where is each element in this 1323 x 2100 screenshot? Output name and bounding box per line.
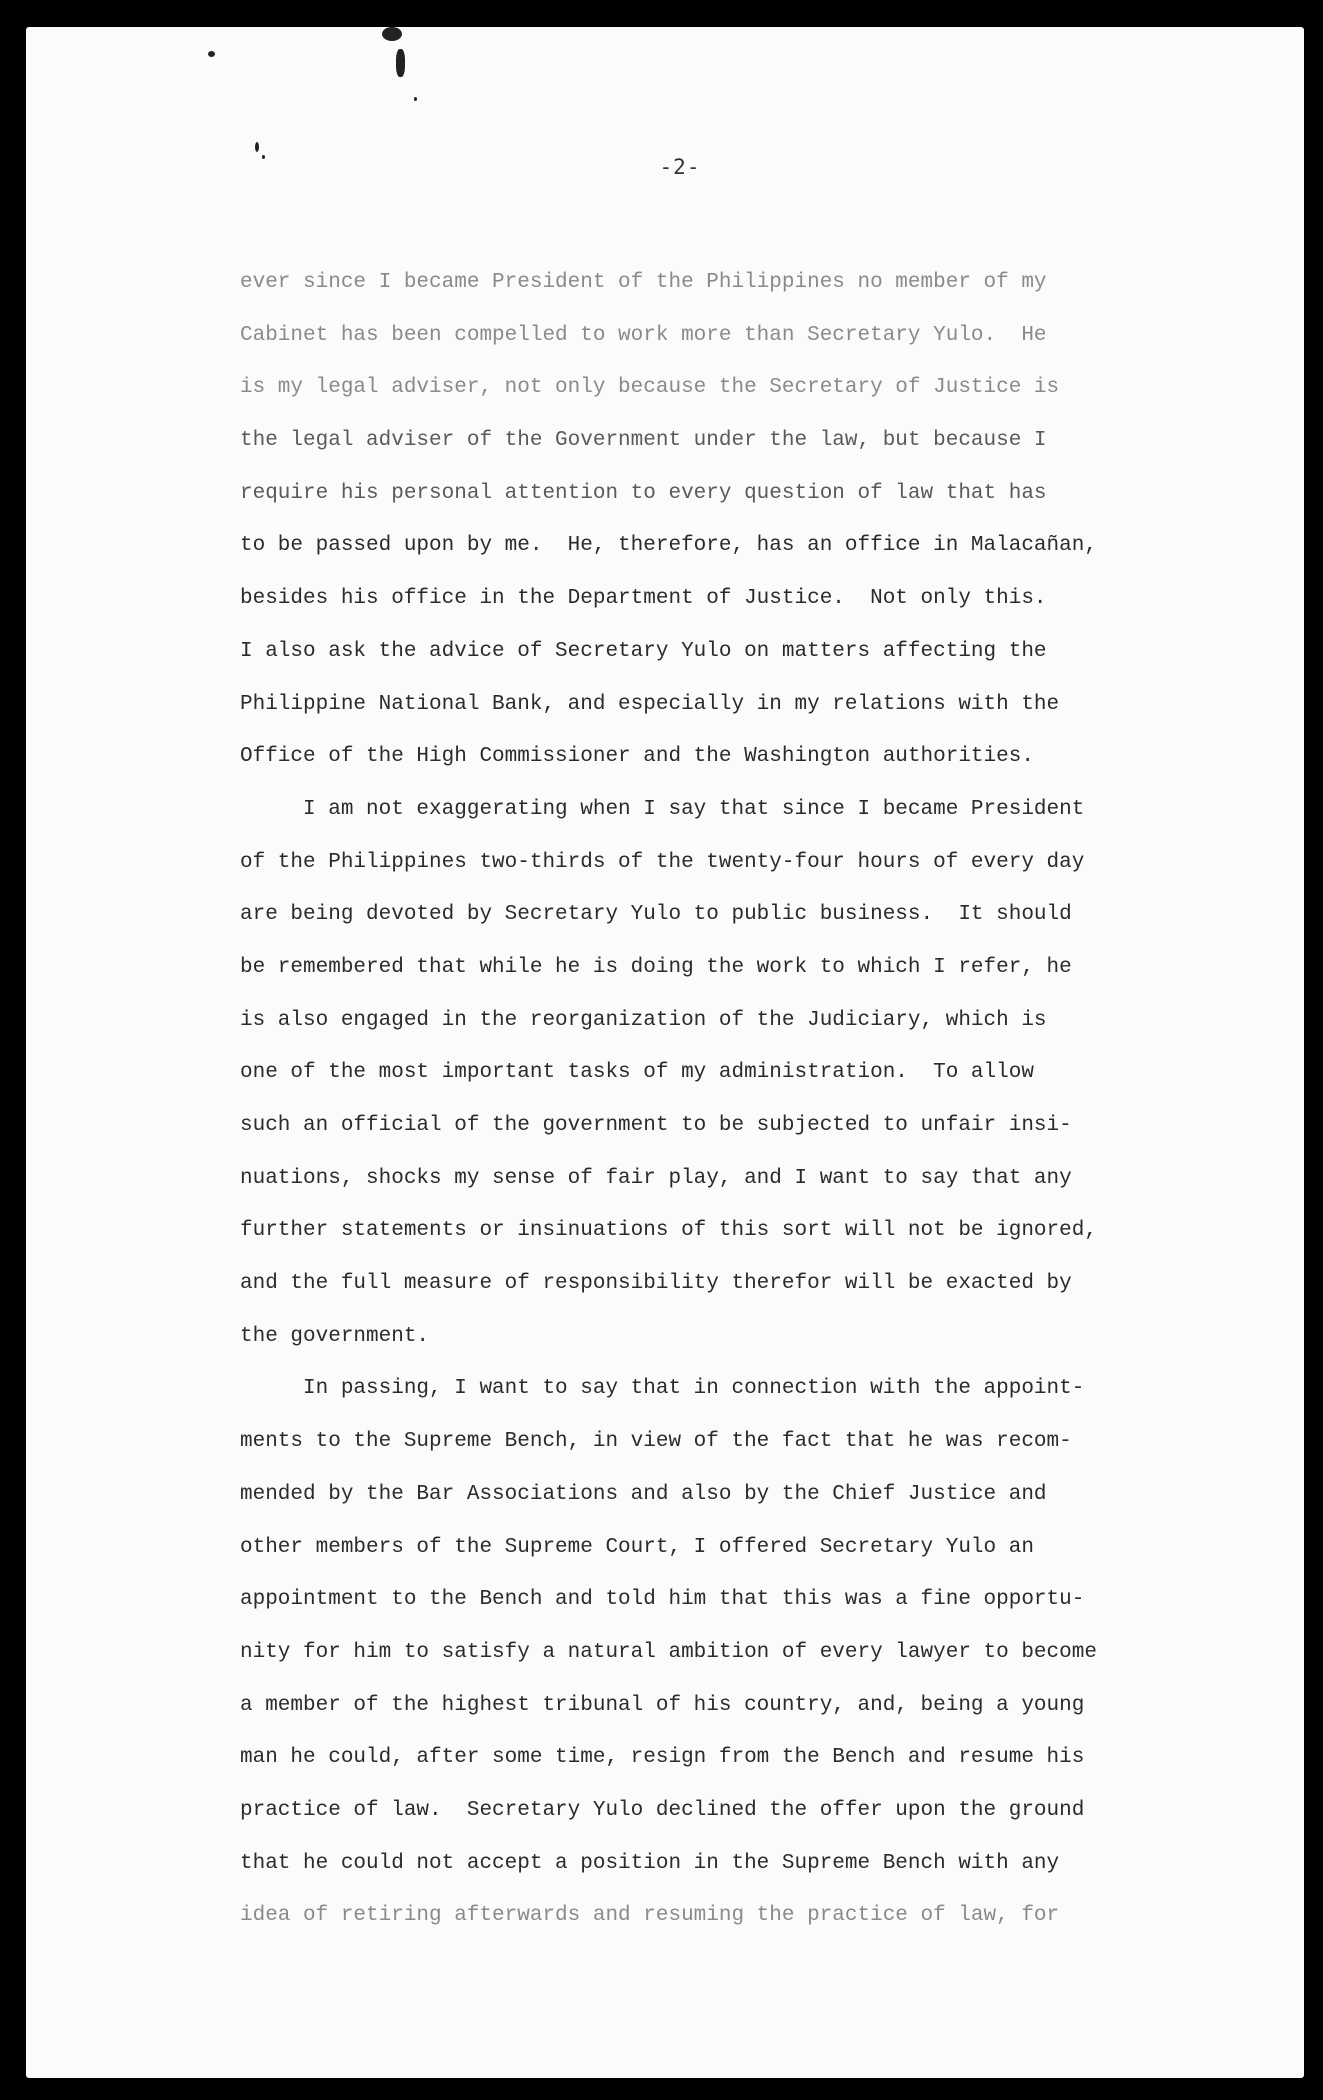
text-line: are being devoted by Secretary Yulo to public business. It should (240, 903, 1072, 927)
scan-speck (396, 49, 405, 77)
scan-speck (255, 142, 259, 152)
text-line: man he could, after some time, resign from the Bench and resume his (240, 1746, 1085, 1770)
text-line: that he could not accept a position in the Supreme Bench with any (240, 1851, 1060, 1875)
scan-speck (262, 155, 265, 159)
text-line: the legal adviser of the Government under the law, but because I (240, 429, 1047, 453)
text-line: the government. (240, 1324, 430, 1348)
text-line: a member of the highest tribunal of his country, and, being a young (240, 1693, 1085, 1717)
text-line: ments to the Supreme Bench, in view of the fact that he was recom- (240, 1430, 1072, 1454)
scan-speck (208, 51, 215, 57)
scan-speck (382, 27, 402, 41)
text-line: Philippine National Bank, and especially in my relations with the (240, 692, 1060, 716)
text-line: nuations, shocks my sense of fair play, and I want to say that any (240, 1166, 1072, 1190)
text-line: is my legal adviser, not only because the Secretary of Justice is (240, 376, 1060, 400)
text-line: is also engaged in the reorganization of the Judiciary, which is (240, 1008, 1047, 1032)
text-line: and the full measure of responsibility therefor will be exacted by (240, 1272, 1072, 1296)
text-line: practice of law. Secretary Yulo declined the offer upon the ground (240, 1798, 1085, 1822)
text-line: besides his office in the Department of Justice. Not only this. (240, 587, 1047, 611)
text-line: be remembered that while he is doing the work to which I refer, he (240, 955, 1072, 979)
text-line: ever since I became President of the Philippines no member of my (240, 271, 1047, 294)
document-page (26, 27, 1304, 2078)
text-line: appointment to the Bench and told him that this was a fine opportu- (240, 1588, 1085, 1612)
text-line: such an official of the government to be subjected to unfair insi- (240, 1114, 1072, 1137)
text-line: require his personal attention to every question of law that has (240, 481, 1047, 505)
scan-speck (414, 97, 417, 101)
body-text (240, 257, 1240, 1943)
text-line: nity for him to satisfy a natural ambition of every lawyer to become (240, 1640, 1097, 1664)
text-line: I also ask the advice of Secretary Yulo on matters affecting the (240, 639, 1047, 663)
text-line: Office of the High Commissioner and the Washington authorities. (240, 745, 1034, 769)
text-line: In passing, I want to say that in connection with the appoint- (240, 1377, 1085, 1401)
text-line: idea of retiring afterwards and resuming the practice of law, for (240, 1904, 1060, 1928)
text-line: of the Philippines two-thirds of the twenty-four hours of every day (240, 850, 1085, 874)
text-line: I am not exaggerating when I say that since I became President (240, 797, 1085, 821)
text-line: one of the most important tasks of my administration. To allow (240, 1061, 1034, 1085)
text-line: Cabinet has been compelled to work more than Secretary Yulo. He (240, 323, 1047, 347)
text-line: other members of the Supreme Court, I offered Secretary Yulo an (240, 1535, 1034, 1559)
text-line: mended by the Bar Associations and also by the Chief Justice and (240, 1482, 1047, 1506)
text-line: to be passed upon by me. He, therefore, has an office in Malacañan, (240, 534, 1097, 558)
page-number: -2- (659, 155, 701, 179)
text-line: further statements or insinuations of this sort will not be ignored, (240, 1219, 1097, 1243)
